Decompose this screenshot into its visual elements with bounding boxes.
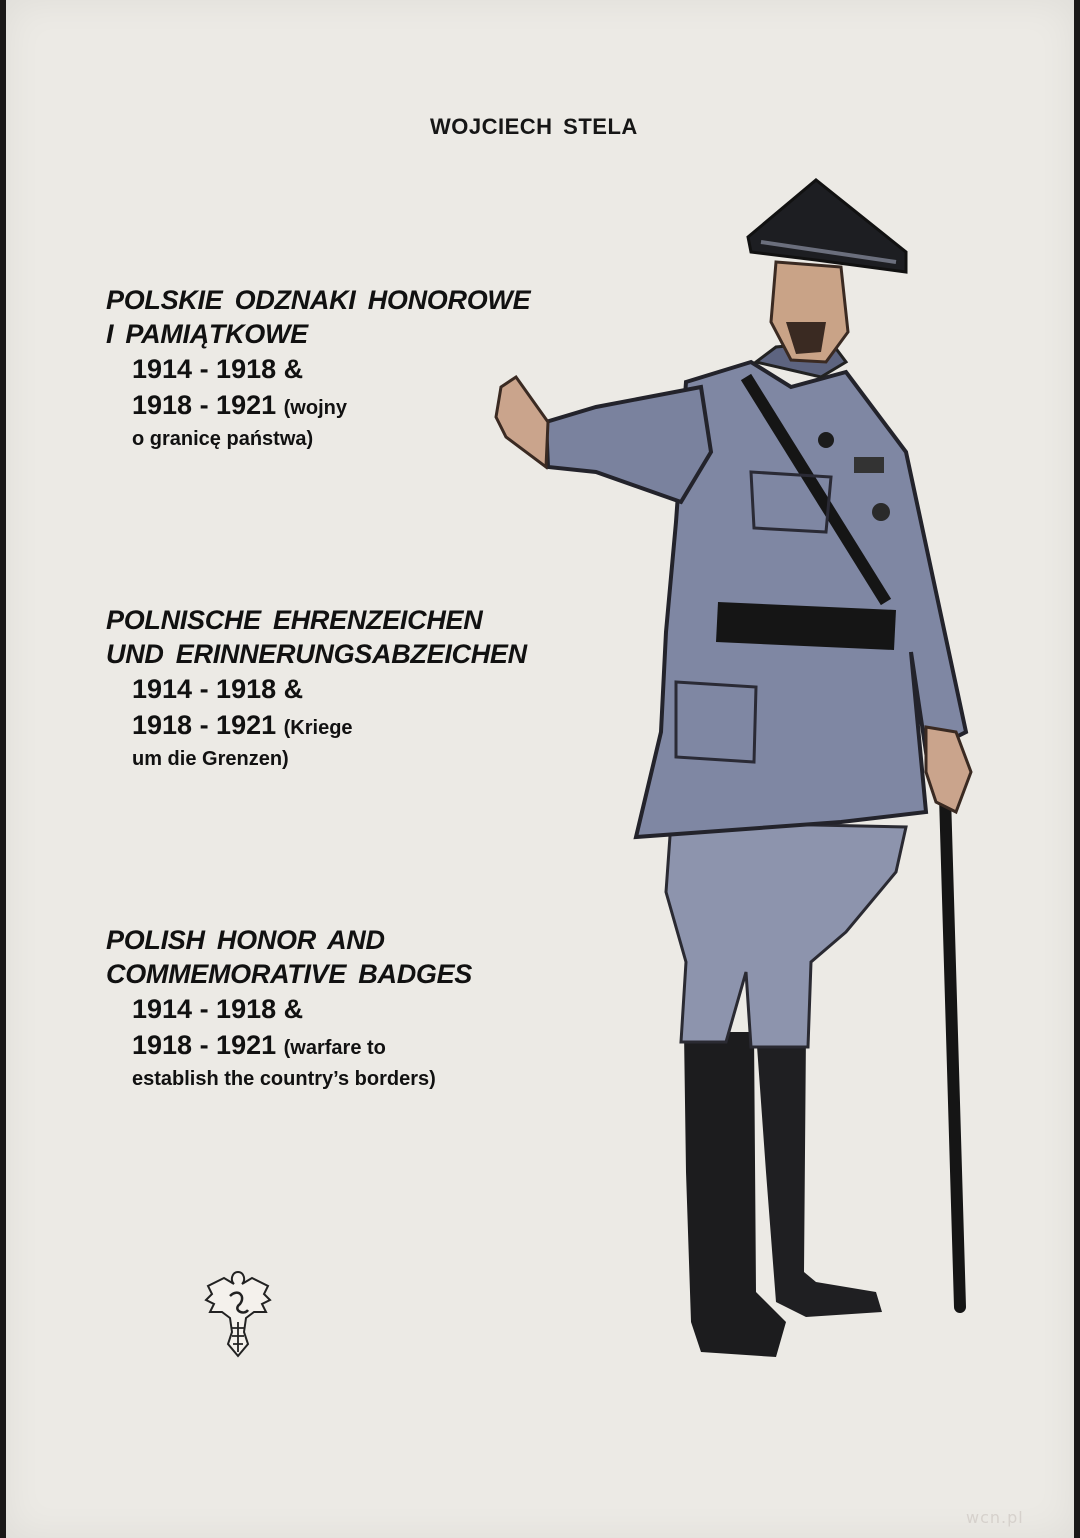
years-range: 1918 - 1921 [132,710,277,740]
years-note: (warfare to [283,1037,386,1059]
title-block-polish [106,283,530,452]
years-line-1: 1914 - 1918 & [132,674,304,704]
years-range: 1918 - 1921 [132,390,277,420]
title-block-english [106,923,472,1092]
years-line-2 [132,387,530,426]
title-line-1: POLNISCHE EHRENZEICHEN [106,605,483,635]
years-note: (wojny [283,397,347,419]
title-line-1: POLSKIE ODZNAKI HONOROWE [106,285,531,315]
book-cover [6,0,1074,1538]
years-note: (Kriege [283,717,353,739]
title-line-1: POLISH HONOR AND [106,925,385,955]
watermark: wcn.pl [966,1508,1024,1527]
years-line-1: 1914 - 1918 & [132,354,304,384]
title-line-2: COMMEMORATIVE BADGES [106,959,473,989]
years-line-2 [132,707,527,746]
years-range: 1918 - 1921 [132,1030,277,1060]
soldier-illustration [486,172,1006,1372]
subtitle-note: um die Grenzen) [132,748,289,770]
subtitle-note: establish the country’s borders) [132,1068,436,1090]
title-line-2: I PAMIĄTKOWE [106,319,308,349]
years-line-2 [132,1027,472,1066]
subtitle-note: o granicę państwa) [132,428,314,450]
title-line-2: UND ERINNERUNGSABZEICHEN [106,639,527,669]
author-name: WOJCIECH STELA [430,114,638,139]
title-block-german [106,603,527,772]
eagle-emblem-icon [202,1266,274,1358]
years-line-1: 1914 - 1918 & [132,994,304,1024]
